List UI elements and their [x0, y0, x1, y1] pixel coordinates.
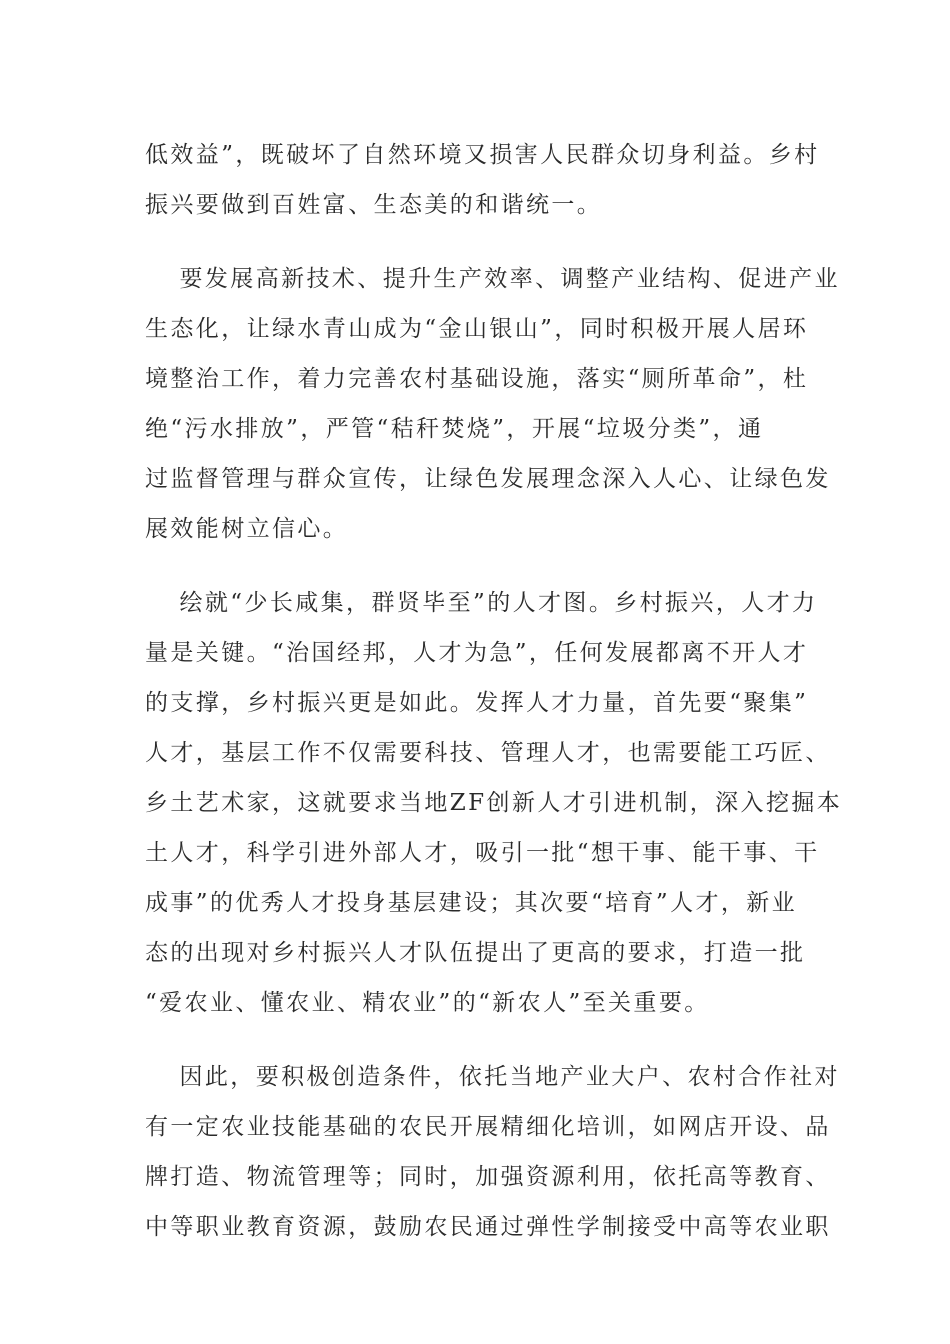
text-line: 态的出现对乡村振兴人才队伍提出了更高的要求，打造一批	[145, 940, 806, 966]
text-line: 展效能树立信心。	[145, 516, 349, 542]
paragraph-gap	[145, 554, 810, 578]
text-line: 低效益”，既破坏了自然环境又损害人民群众切身利益。乡村	[145, 142, 820, 168]
text-line: 中等职业教育资源，鼓励农民通过弹性学制接受中高等农业职	[145, 1214, 831, 1240]
text-line: 因此，要积极创造条件，依托当地产业大户、农村合作社对	[179, 1064, 840, 1090]
text-line: 量是关键。“治国经邦，人才为急”，任何发展都离不开人才	[145, 640, 809, 666]
paragraph-1	[145, 130, 820, 230]
paragraph-gap	[145, 230, 810, 254]
text-line: 的支撑，乡村振兴更是如此。发挥人才力量，首先要“聚集”	[145, 690, 809, 716]
text-line: 成事”的优秀人才投身基层建设；其次要“培育”人才，新业	[145, 890, 798, 916]
text-line: 土人才，科学引进外部人才，吸引一批“想干事、能干事、干	[145, 840, 820, 866]
paragraph-3	[145, 578, 843, 1028]
document-body	[145, 130, 843, 1252]
text-line: 绝“污水排放”，严管“秸秆焚烧”，开展“垃圾分类”，通	[145, 416, 764, 442]
text-line: 要发展高新技术、提升生产效率、调整产业结构、促进产业	[179, 266, 840, 292]
text-line: 绘就“少长咸集，群贤毕至”的人才图。乡村振兴，人才力	[179, 590, 818, 616]
text-line: 生态化，让绿水青山成为“金山银山”，同时积极开展人居环	[145, 316, 809, 342]
text-line: “爱农业、懂农业、精农业”的“新农人”至关重要。	[145, 990, 710, 1016]
text-line: 乡土艺术家，这就要求当地ZF创新人才引进机制，深入挖掘本	[145, 790, 843, 816]
text-line: 有一定农业技能基础的农民开展精细化培训，如网店开设、品	[145, 1114, 831, 1140]
text-line: 境整治工作，着力完善农村基础设施，落实“厕所革命”，杜	[145, 366, 809, 392]
paragraph-2	[145, 254, 840, 554]
text-line: 振兴要做到百姓富、生态美的和谐统一。	[145, 192, 603, 218]
text-line: 牌打造、物流管理等；同时，加强资源利用，依托高等教育、	[145, 1164, 831, 1190]
paragraph-gap	[145, 1028, 810, 1052]
text-line: 人才，基层工作不仅需要科技、管理人才，也需要能工巧匠、	[145, 740, 831, 766]
text-line: 过监督管理与群众宣传，让绿色发展理念深入人心、让绿色发	[145, 466, 831, 492]
paragraph-4	[145, 1052, 840, 1252]
